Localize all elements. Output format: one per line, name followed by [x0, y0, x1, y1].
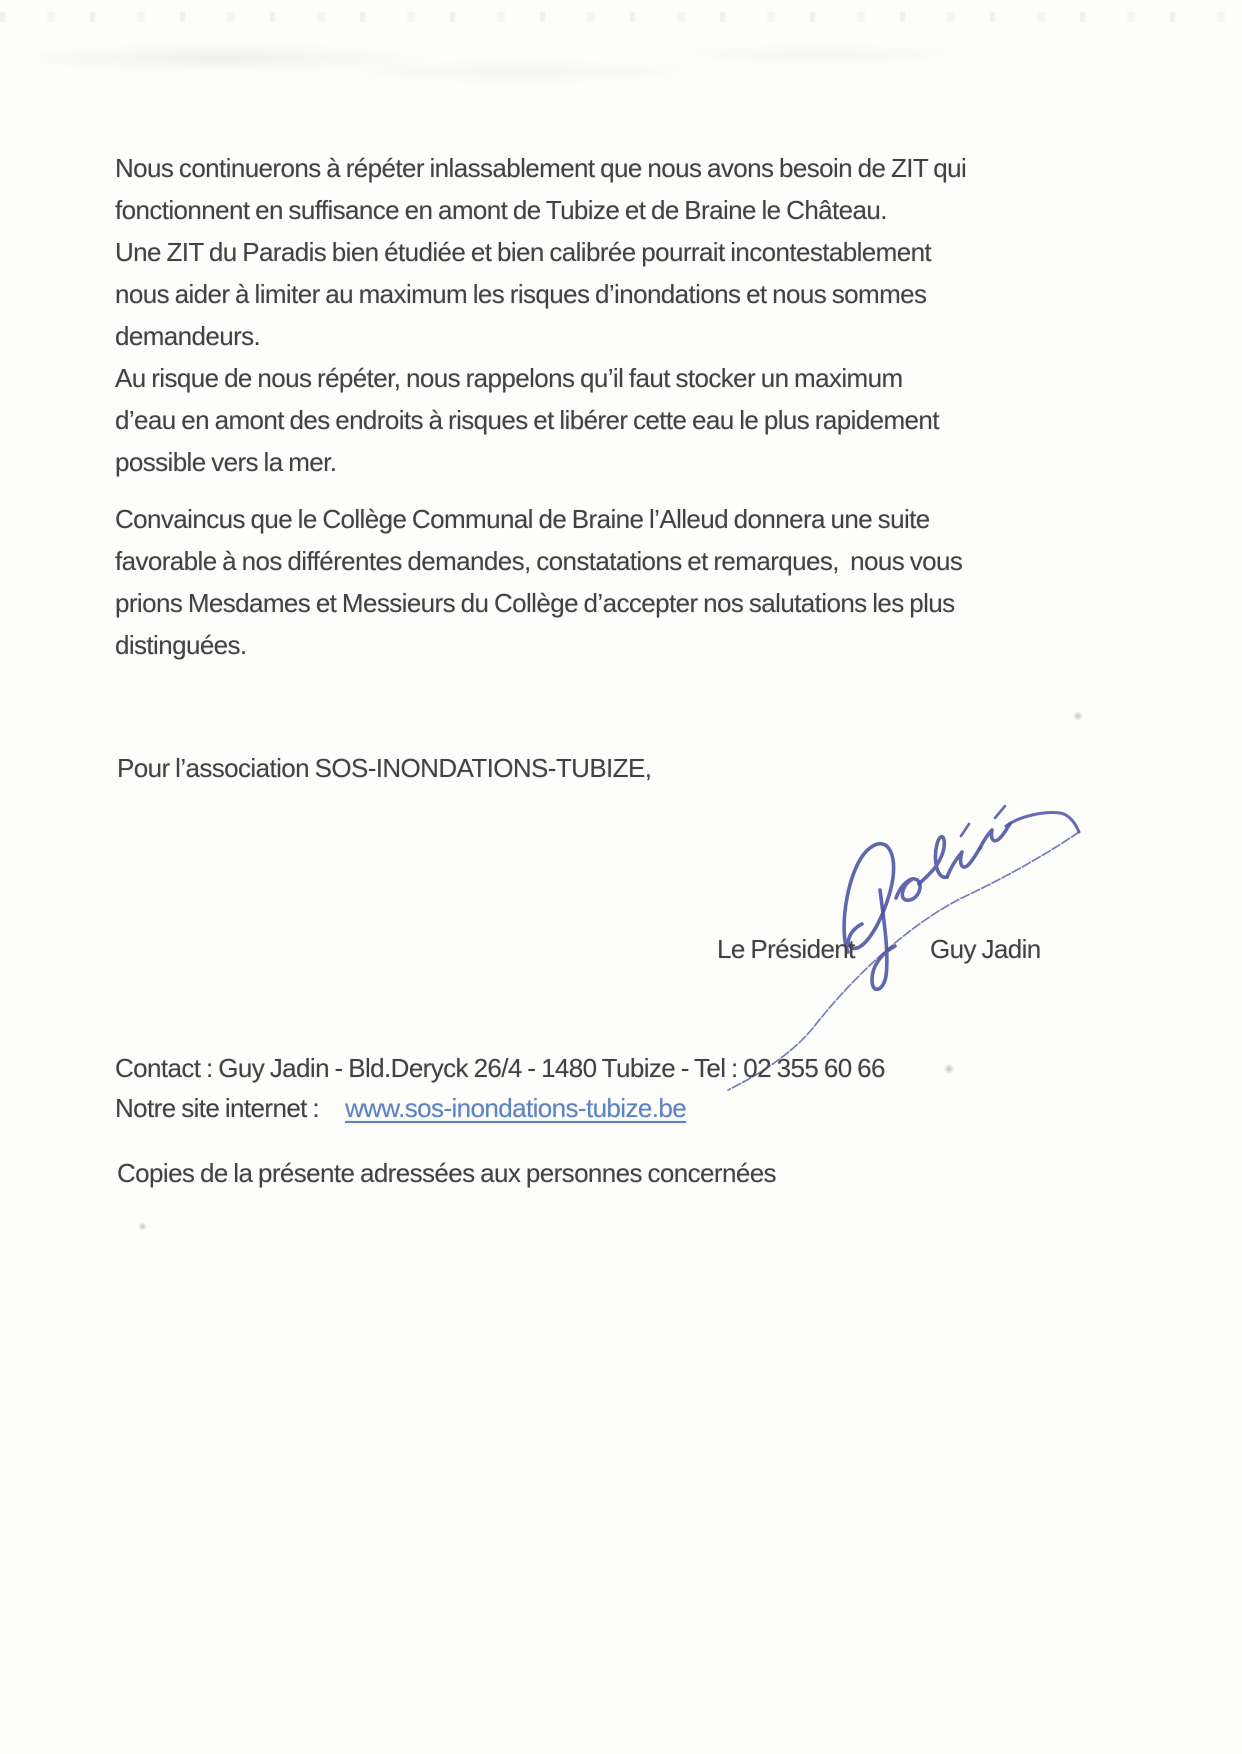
letter-line: favorable à nos différentes demandes, constatations et remarques, nous vous — [115, 546, 963, 576]
scan-speck — [1072, 712, 1084, 720]
letter-line: distinguées. — [115, 630, 247, 660]
contact-details-line: Contact : Guy Jadin - Bld.Deryck 26/4 - 1480 Tubize - Tel : 02 355 60 66 — [115, 1053, 885, 1083]
website-link[interactable]: www.sos-inondations-tubize.be — [345, 1093, 687, 1123]
scan-noise-smudge — [40, 30, 1040, 100]
letter-line: Convaincus que le Collège Communal de Braine l’Alleud donnera une suite — [115, 504, 930, 534]
president-title: Le Président — [717, 934, 855, 964]
letter-line: prions Mesdames et Messieurs du Collège d’accepter nos salutations les plus — [115, 588, 955, 618]
letter-line: demandeurs. — [115, 321, 261, 351]
scan-noise-streak — [0, 12, 1242, 22]
website-line — [115, 1088, 885, 1128]
paragraph-zit-request — [115, 147, 966, 483]
scan-speck — [138, 1222, 147, 1231]
letter-line: possible vers la mer. — [115, 447, 337, 477]
contact-block — [115, 1048, 885, 1128]
letter-line: Une ZIT du Paradis bien étudiée et bien calibrée pourrait incontestablement — [115, 237, 932, 267]
letter-body — [115, 147, 966, 666]
copies-note: Copies de la présente adressées aux personnes concernées — [117, 1158, 776, 1188]
letter-line: nous aider à limiter au maximum les risques d’inondations et nous sommes — [115, 279, 927, 309]
letter-line: fonctionnent en suffisance en amont de Tubize et de Braine le Château. — [115, 195, 887, 225]
letter-line: Nous continuerons à répéter inlassablement que nous avons besoin de ZIT qui — [115, 153, 967, 183]
paragraph-closing — [115, 498, 966, 666]
website-label: Notre site internet : — [115, 1093, 320, 1123]
letter-line: Au risque de nous répéter, nous rappelons qu’il faut stocker un maximum — [115, 363, 903, 393]
president-name: Guy Jadin — [930, 934, 1041, 964]
letter-line: d’eau en amont des endroits à risques et libérer cette eau le plus rapidement — [115, 405, 939, 435]
association-signoff-line: Pour l’association SOS-INONDATIONS-TUBIZE, — [117, 753, 652, 783]
